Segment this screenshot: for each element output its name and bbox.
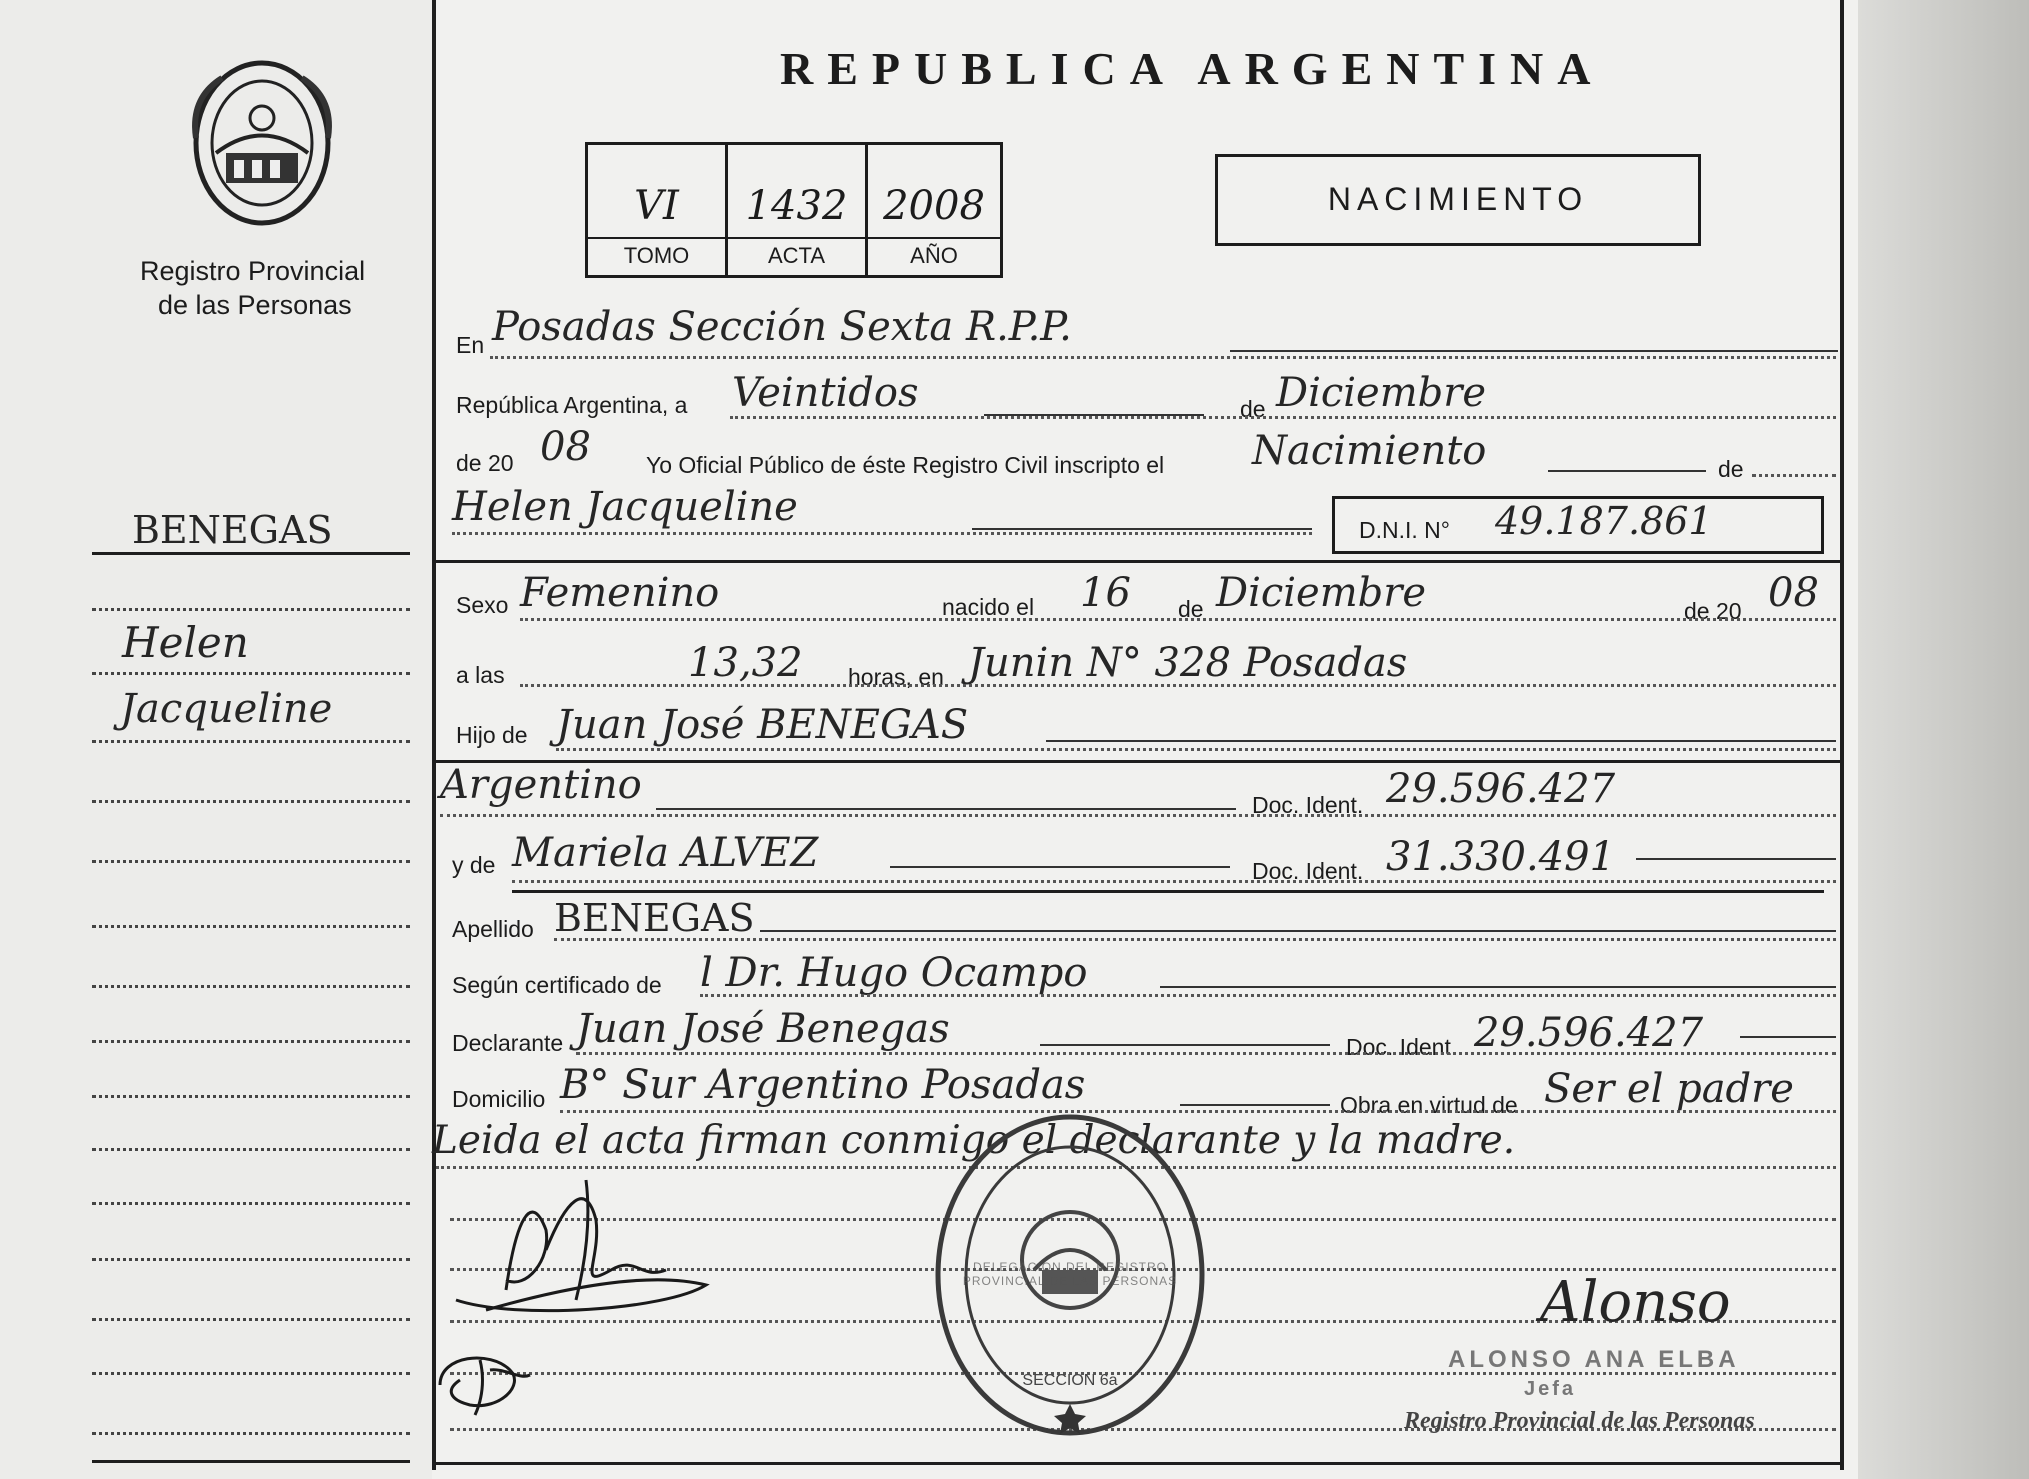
margin-dotline: [92, 1258, 410, 1261]
nombre-value: Helen Jacqueline: [452, 484, 798, 530]
official-dept: Registro Provincial de las Personas: [1404, 1408, 1755, 1434]
de-label2: de: [1718, 456, 1744, 482]
margin-dotline: [92, 985, 410, 988]
row12-dots: [576, 1052, 1836, 1055]
margin-dotline: [92, 1148, 410, 1151]
page-title: REPUBLICA ARGENTINA: [780, 43, 1605, 94]
certificado-label: Según certificado de: [452, 972, 662, 998]
row8-dots: [440, 814, 1836, 817]
acta-label: ACTA: [728, 237, 865, 269]
de20-label: de 20: [456, 450, 514, 476]
hora-value: 13,32: [688, 640, 803, 686]
margin-given1: Helen: [122, 618, 249, 667]
declarante-label: Declarante: [452, 1030, 564, 1056]
dia-value: Veintidos: [732, 370, 919, 416]
nacido-mes: Diciembre: [1216, 570, 1427, 616]
row3-dots: [1752, 474, 1836, 477]
doc-label2: Doc. Ident.: [1252, 858, 1364, 884]
margin-dotline: [92, 800, 410, 803]
official-stamp: [930, 1110, 1210, 1440]
domicilio-line: [1180, 1104, 1330, 1106]
madre-doc-line: [1636, 858, 1836, 860]
row7-rule: [436, 760, 1840, 763]
nacido-label: nacido el: [942, 594, 1035, 620]
row10-dots: [554, 938, 1836, 941]
anio-value: 2008: [883, 183, 985, 229]
row4-rule: [436, 560, 1840, 563]
margin-dotline: [92, 860, 410, 863]
row9-rule: [512, 890, 1824, 893]
margin-given2: Jacqueline: [120, 686, 333, 732]
de-label3: de: [1178, 596, 1204, 622]
de20-label2: de 20: [1684, 598, 1742, 624]
apellido-value: BENEGAS: [554, 896, 755, 940]
margin-dotline: [92, 1095, 410, 1098]
margin-dotline: [92, 1202, 410, 1205]
margin-dotline: [92, 1318, 410, 1321]
sexo-label: Sexo: [456, 592, 509, 618]
record-number-grid: [585, 142, 1003, 278]
inscripto-value: Nacimiento: [1252, 428, 1487, 474]
record-type-label: NACIMIENTO: [1327, 181, 1589, 217]
tomo-cell: [588, 145, 728, 275]
apellido-line: [760, 930, 1836, 932]
dni-value: 49.187.861: [1495, 499, 1713, 543]
registry-line2: de las Personas: [158, 290, 352, 320]
row2-dots: [730, 416, 1836, 419]
tomo-label: TOMO: [588, 237, 725, 269]
declarant-signature: [436, 1160, 726, 1330]
declarante-doc: 29.596.427: [1474, 1010, 1704, 1056]
margin-dotline: [92, 740, 410, 743]
nacido-dia: 16: [1080, 570, 1131, 616]
anio-cell: [868, 145, 1000, 275]
nac-line: [656, 808, 1236, 810]
official-role: Jefa: [1524, 1378, 1577, 1400]
record-type-box: [1215, 154, 1701, 246]
certificado-line: [1160, 986, 1836, 988]
obra-value: Ser el padre: [1544, 1066, 1794, 1112]
madre-doc: 31.330.491: [1386, 834, 1616, 880]
anio-label: AÑO: [868, 237, 1000, 269]
leida-value: Leida el acta firman conmigo el declarante y la madre.: [432, 1118, 1516, 1163]
margin-dotline: [92, 1432, 410, 1435]
margin-surname-line: [92, 552, 410, 555]
republica-label: República Argentina, a: [456, 392, 688, 418]
row7-dots: [556, 748, 1836, 751]
sexo-value: Femenino: [520, 570, 720, 616]
stamp-sub: SECCION 6a: [1022, 1372, 1118, 1389]
en-line: [1230, 350, 1838, 352]
en-dots: [490, 356, 1836, 359]
padre-line: [1046, 740, 1836, 742]
nombre-line: [972, 528, 1312, 530]
madre-value: Mariela ALVEZ: [512, 830, 819, 876]
signature-scribble-icon: [430, 1340, 540, 1420]
padre-nacionalidad: Argentino: [440, 762, 642, 808]
seal-icon: [182, 58, 342, 233]
nacido-anio: 08: [1768, 570, 1819, 616]
margin-dotline: [92, 925, 410, 928]
row5-dots: [520, 618, 1836, 621]
page-edge: [1858, 0, 2029, 1479]
acta-cell: [728, 145, 868, 275]
tomo-value: VI: [634, 183, 679, 229]
dni-label: D.N.I. N°: [1359, 517, 1450, 543]
row6-dots: [520, 684, 1836, 687]
declarante-line: [1040, 1044, 1330, 1046]
margin-bottom-line: [92, 1460, 410, 1463]
domicilio-label: Domicilio: [452, 1086, 546, 1112]
en-label: En: [456, 332, 485, 358]
certificado-value: l Dr. Hugo Ocampo: [700, 950, 1088, 996]
alas-label: a las: [456, 662, 505, 688]
nombre-dots: [452, 532, 1312, 535]
margin-dotline: [92, 608, 410, 611]
row11-dots: [700, 994, 1836, 997]
declarante-doc-line: [1740, 1036, 1836, 1038]
margin-surname: BENEGAS: [132, 508, 333, 552]
domicilio-value: B° Sur Argentino Posadas: [560, 1062, 1086, 1108]
signature-scribble-icon: [436, 1160, 726, 1330]
acta-value: 1432: [745, 183, 848, 229]
mes-value: Diciembre: [1276, 370, 1487, 416]
inscripto-line: [1548, 470, 1706, 472]
doc-label1: Doc. Ident.: [1252, 792, 1364, 818]
oficial-label: Yo Oficial Público de éste Registro Civil inscripto el: [646, 452, 1165, 478]
hijo-label: Hijo de: [456, 722, 528, 748]
obra-label: Obra en virtud de: [1340, 1092, 1518, 1118]
anio-written: 08: [540, 424, 591, 470]
yde-label: y de: [452, 852, 496, 878]
margin-dotline: [92, 672, 410, 675]
en-value: Posadas Sección Sexta R.P.P.: [492, 304, 1072, 350]
madre-line: [890, 866, 1230, 868]
horas-label: horas, en: [848, 664, 944, 690]
padre-value: Juan José BENEGAS: [556, 702, 969, 748]
apellido-label: Apellido: [452, 916, 534, 942]
divider-right: [1840, 0, 1844, 1470]
mother-signature: [430, 1340, 540, 1420]
dni-box: [1332, 496, 1824, 554]
row9-dots: [512, 880, 1836, 883]
stamp-text: DELEGACION DEL REGISTRO PROVINCIAL DE LAS PERSONAS: [962, 1260, 1178, 1288]
de-label: de: [1240, 396, 1266, 422]
padre-doc: 29.596.427: [1386, 766, 1616, 812]
margin-dotline: [92, 1372, 410, 1375]
margin-dotline: [92, 1040, 410, 1043]
province-seal: [182, 58, 342, 233]
declarante-value: Juan José Benegas: [576, 1006, 950, 1052]
official-signature: Alonso: [1540, 1270, 1731, 1335]
registry-line1: Registro Provincial: [140, 256, 366, 286]
bottom-rule: [436, 1462, 1840, 1465]
lugar-value: Junin N° 328 Posadas: [968, 640, 1408, 686]
doc-label3: Doc. Ident: [1346, 1034, 1451, 1060]
official-name: ALONSO ANA ELBA: [1448, 1346, 1740, 1373]
